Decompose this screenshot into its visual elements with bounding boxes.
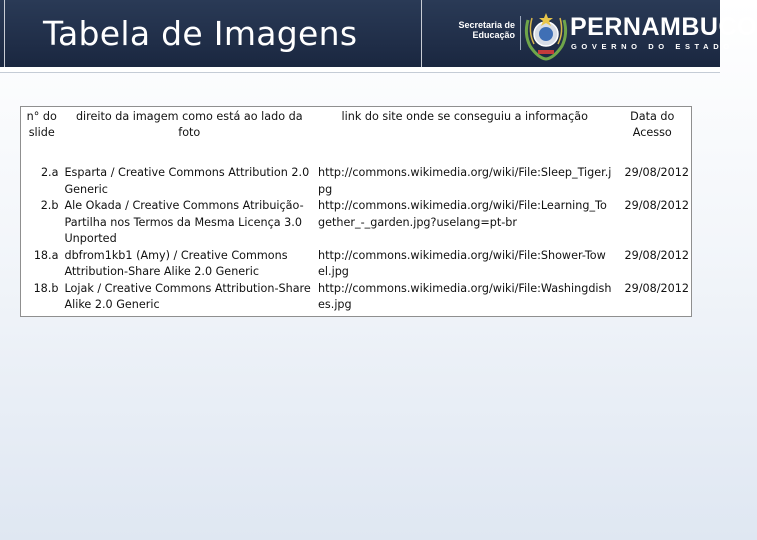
- table-row: [21, 198, 692, 248]
- cell-rights: Esparta / Creative Commons Attribution 2.0 Generic: [64, 166, 310, 196]
- cell-date: 29/08/2012: [624, 248, 689, 262]
- slide-title: Tabela de Imagens: [43, 14, 358, 53]
- table-header-row: [21, 107, 692, 148]
- brand-name: PERNAMBUCO: [570, 13, 757, 41]
- table-row: [21, 248, 692, 281]
- cell-date: 29/08/2012: [624, 166, 689, 179]
- header-link: link do site onde se conseguiu a informação: [341, 110, 589, 123]
- header-slide: n° do slide: [26, 110, 57, 139]
- cell-date: 29/08/2012: [624, 199, 689, 212]
- title-frame: [4, 0, 422, 68]
- table-row: [21, 281, 692, 317]
- coat-of-arms-icon: [524, 10, 568, 60]
- cell-rights: Lojak / Creative Commons Attribution-Share Alike 2.0 Generic: [64, 281, 311, 311]
- header-date: Data do Acesso: [630, 110, 675, 139]
- secretaria-line-2: Educação: [472, 30, 515, 40]
- cell-link: http://commons.wikimedia.org/wiki/File:Sleep_Tiger.jpg: [318, 166, 612, 196]
- brand-subtitle: GOVERNO DO ESTADO: [571, 42, 734, 51]
- header-rights: direito da imagem como está ao lado da foto: [75, 110, 303, 139]
- secretaria-label: [455, 20, 515, 40]
- cell-rights: dbfrom1kb1 (Amy) / Creative Commons Attribution-Share Alike 2.0 Generic: [64, 248, 288, 278]
- cell-slide: 18.a: [33, 248, 59, 262]
- cell-link: http://commons.wikimedia.org/wiki/File:Learning_Together_-_garden.jpg?uselang=pt-br: [318, 199, 607, 229]
- table-row: [21, 147, 692, 198]
- cell-slide: 2.a: [40, 166, 59, 179]
- cell-slide: 2.b: [40, 199, 59, 212]
- logo-divider: [520, 16, 521, 50]
- cell-slide: 18.b: [33, 281, 59, 295]
- secretaria-line-1: Secretaria de: [458, 20, 515, 30]
- cell-link: http://commons.wikimedia.org/wiki/File:Washingdishes.jpg: [318, 281, 612, 311]
- cell-link: http://commons.wikimedia.org/wiki/File:Shower-Towel.jpg: [318, 248, 606, 278]
- header-band: [0, 67, 720, 73]
- header-banner: [0, 0, 757, 67]
- cell-date: 29/08/2012: [624, 281, 689, 295]
- image-table: [20, 106, 692, 317]
- cell-rights: Ale Okada / Creative Commons Atribuição-Partilha nos Termos da Mesma Licença 3.0 Unported: [64, 199, 304, 245]
